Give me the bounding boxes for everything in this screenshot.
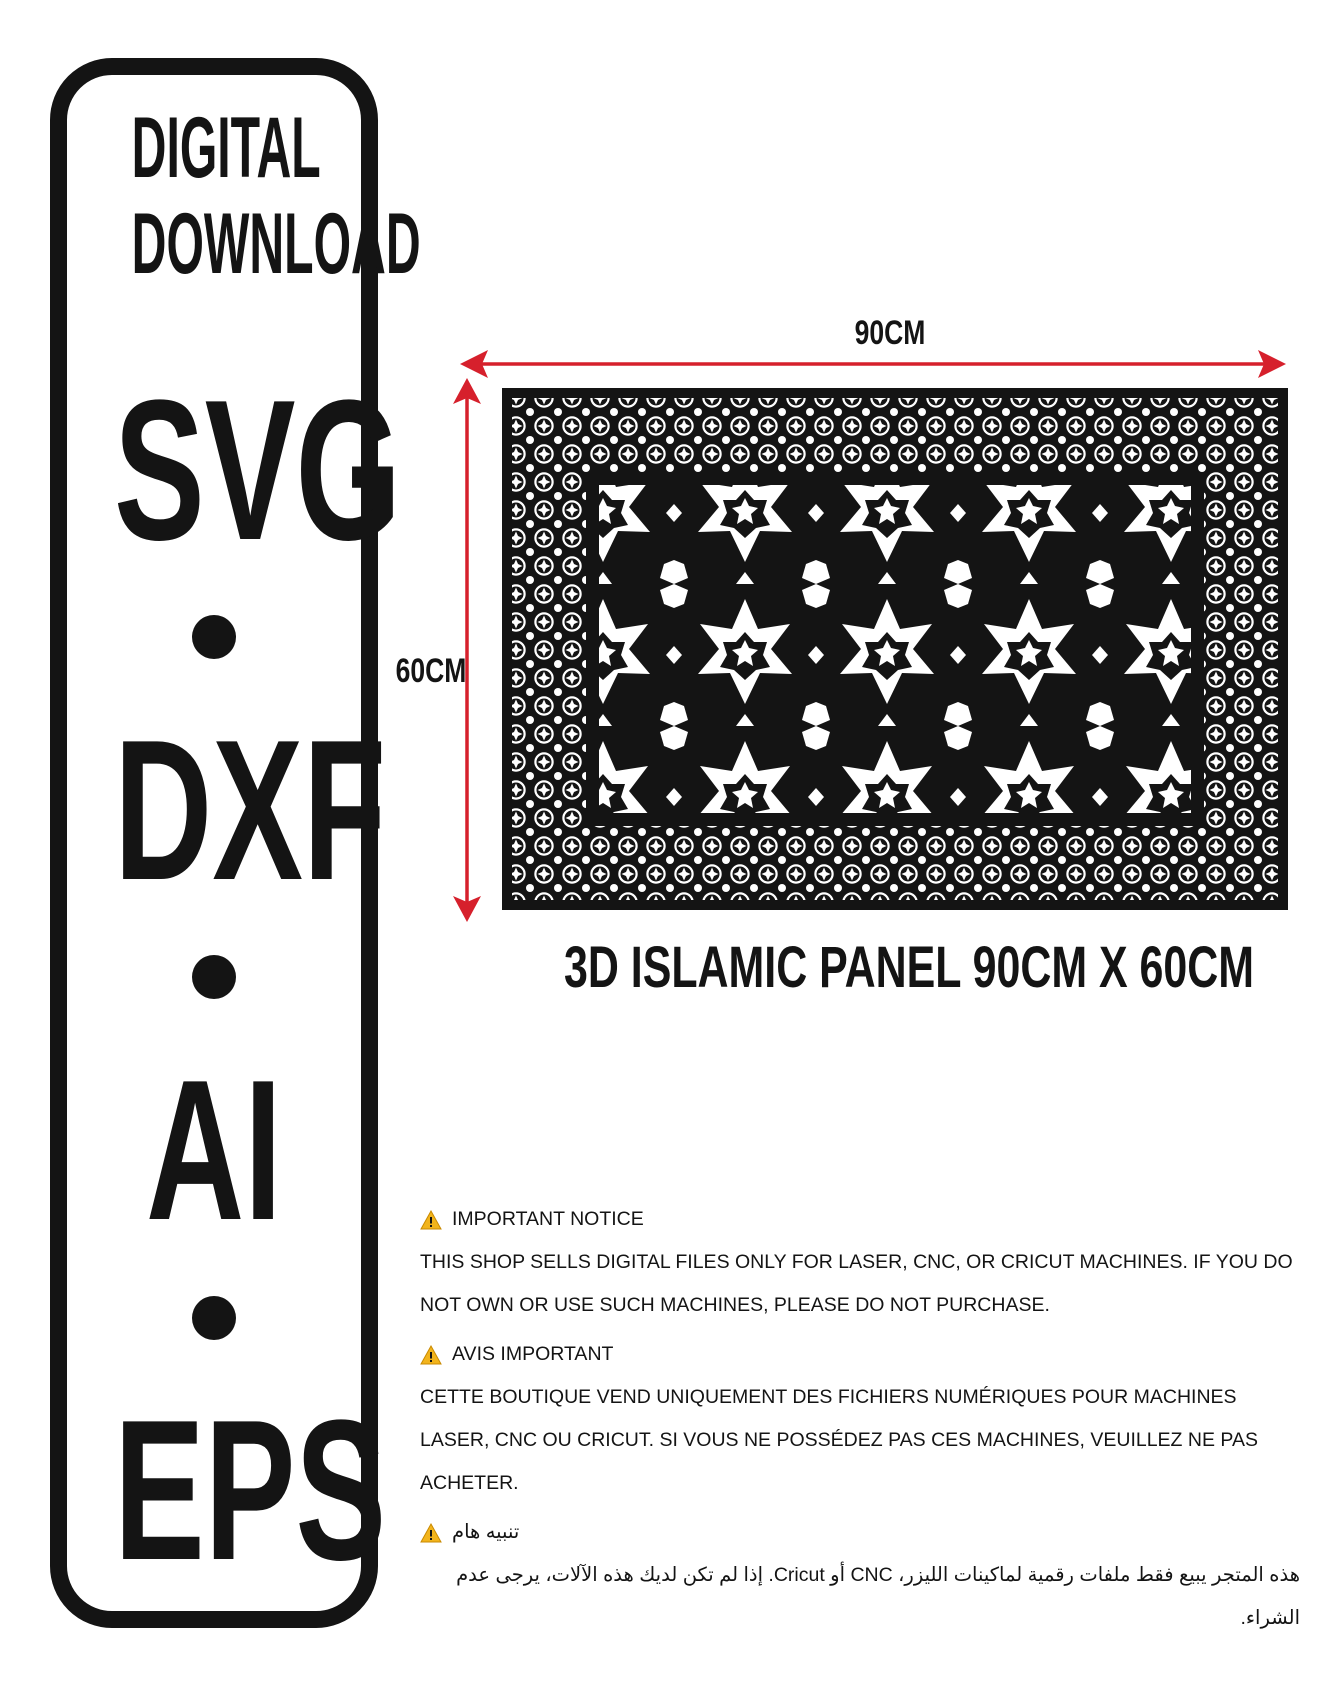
islamic-panel (502, 388, 1288, 910)
header-digital: DIGITAL (131, 100, 321, 196)
format-dxf: DXF (114, 699, 387, 922)
notice-title-text: AVIS IMPORTANT (452, 1343, 614, 1365)
height-arrow (453, 378, 481, 922)
notice-title (420, 1198, 1300, 1241)
height-label: 60CM (395, 651, 467, 690)
notice-english (420, 1198, 1300, 1327)
panel-caption: 3D ISLAMIC PANEL 90CM X 60CM (564, 935, 1255, 1000)
separator-dot (192, 615, 236, 659)
notice-body: هذه المتجر يبيع فقط ملفات رقمية لماكينات الليزر، CNC أو Cricut. إذا لم تكن لديك هذه الآلات، يرجى عدم الشراء. (456, 1564, 1300, 1629)
notice-title-text: تنبيه هام (452, 1521, 520, 1543)
warning-icon (420, 1210, 442, 1230)
notice-body: CETTE BOUTIQUE VEND UNIQUEMENT DES FICHIERS NUMÉRIQUES POUR MACHINES LASER, CNC OU CRICUT. SI VOUS NE POSSÉDEZ PAS CES MACHINES, VEUILLEZ NE PAS ACHETER. (420, 1386, 1258, 1494)
format-svg: SVG (114, 359, 402, 582)
format-card (50, 58, 421, 1628)
format-eps: EPS (114, 1379, 387, 1602)
notices (420, 1198, 1300, 1646)
panel-figure (390, 300, 1290, 940)
separator-dot (192, 955, 236, 999)
format-ai: AI (146, 1039, 282, 1262)
notice-body: THIS SHOP SELLS DIGITAL FILES ONLY FOR LASER, CNC, OR CRICUT MACHINES. IF YOU DO NOT OWN OR USE SUCH MACHINES, PLEASE DO NOT PURCHASE. (420, 1251, 1293, 1316)
warning-icon (420, 1345, 442, 1365)
separator-dot (192, 1296, 236, 1340)
warning-icon (420, 1523, 442, 1543)
notice-french (420, 1333, 1300, 1505)
notice-title-text: IMPORTANT NOTICE (452, 1208, 644, 1230)
notice-title (420, 1511, 1300, 1554)
header-download: DOWNLOAD (131, 196, 421, 292)
notice-arabic (420, 1511, 1300, 1640)
width-arrow (460, 350, 1286, 378)
notice-title (420, 1333, 1300, 1376)
width-label: 90CM (854, 313, 926, 352)
